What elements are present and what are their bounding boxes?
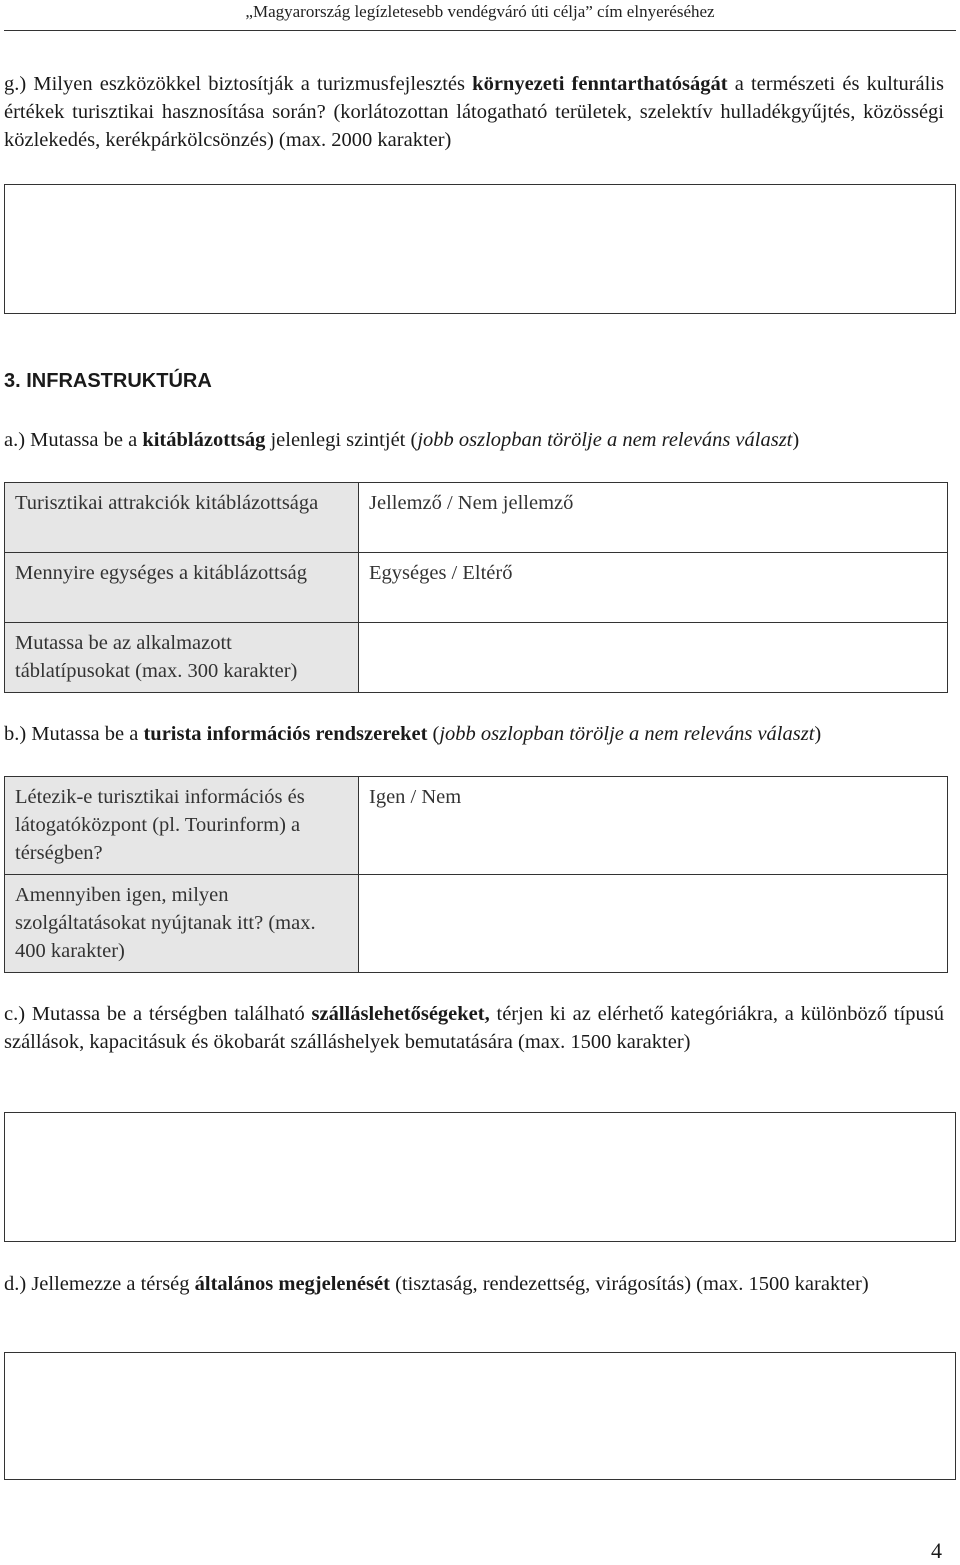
row-answer[interactable] (359, 623, 948, 693)
section-c-question (4, 1000, 944, 1056)
section-c-bold: szálláslehetőségeket, (311, 1003, 490, 1025)
section-d-question (4, 1270, 944, 1298)
header-title: „Magyarország legízletesebb vendégváró úti célja” cím elnyeréséhez (245, 2, 715, 21)
table-row (5, 483, 948, 553)
section-a-italic: jobb oszlopban törölje a nem releváns választ (417, 429, 793, 451)
section-g-bold: környezeti fenntarthatóságát (472, 73, 728, 95)
section-a-bold: kitáblázottság (142, 429, 266, 451)
table-row (5, 553, 948, 623)
section-b-middle: ( (427, 723, 440, 745)
section-c-suffix: térjen ki az elérhető kategóriákra, a különböző típusú szállások, kapacitásuk és ökobarát szálláshelyek bemutatására (max. 1500 karakter) (4, 1003, 944, 1053)
section-g-prefix: g.) Milyen eszközökkel biztosítják a turizmusfejlesztés (4, 73, 473, 95)
row-question: Létezik-e turisztikai információs és látogatóközpont (pl. Tourinform) a térségben? (5, 777, 359, 875)
row-answer[interactable]: Igen / Nem (359, 777, 948, 875)
row-question: Mutassa be az alkalmazott táblatípusokat (max. 300 karakter) (5, 623, 359, 693)
section-a-suffix: ) (792, 429, 800, 451)
page-header (0, 0, 960, 22)
section-g-answer-box[interactable] (4, 184, 956, 314)
table-row (5, 875, 948, 973)
signage-table (4, 482, 948, 693)
section-g-question (4, 70, 944, 154)
row-answer[interactable]: Jellemző / Nem jellemző (359, 483, 948, 553)
section-a-middle: jelenlegi szintjét ( (265, 429, 418, 451)
table-row (5, 623, 948, 693)
row-question: Turisztikai attrakciók kitáblázottsága (5, 483, 359, 553)
row-answer[interactable]: Egységes / Eltérő (359, 553, 948, 623)
section-g-suffix: a természeti és kulturális értékek turisztikai hasznosítása során? (korlátozottan látogatható területek, szelektív hulladékgyűjtés, közösségi közlekedés, kerékpárkölcsönzés) (max. 2000 karakter) (4, 73, 945, 151)
section-b-bold: turista információs rendszereket (143, 723, 428, 745)
section-b-italic: jobb oszlopban törölje a nem releváns választ (439, 723, 815, 745)
section-c-answer-box[interactable] (4, 1112, 956, 1242)
page-number: 4 (931, 1538, 942, 1563)
section-heading: 3. INFRASTRUKTÚRA (4, 370, 212, 392)
section-a-question (4, 426, 954, 454)
section-a-prefix: a.) Mutassa be a (4, 429, 143, 451)
section-b-suffix: ) (814, 723, 822, 745)
section-d-answer-box[interactable] (4, 1352, 956, 1480)
section-c-prefix: c.) Mutassa be a térségben található (4, 1003, 312, 1025)
header-rule (4, 30, 956, 31)
row-answer[interactable] (359, 875, 948, 973)
section-d-prefix: d.) Jellemezze a térség (4, 1273, 195, 1295)
table-row (5, 777, 948, 875)
section-b-prefix: b.) Mutassa be a (4, 723, 144, 745)
section-d-suffix: (tisztaság, rendezettség, virágosítás) (max. 1500 karakter) (389, 1273, 869, 1295)
tourist-info-table (4, 776, 948, 973)
section-b-question (4, 720, 954, 748)
row-question: Mennyire egységes a kitáblázottság (5, 553, 359, 623)
section-d-bold: általános megjelenését (194, 1273, 390, 1295)
row-question: Amennyiben igen, milyen szolgáltatásokat nyújtanak itt? (max. 400 karakter) (5, 875, 359, 973)
